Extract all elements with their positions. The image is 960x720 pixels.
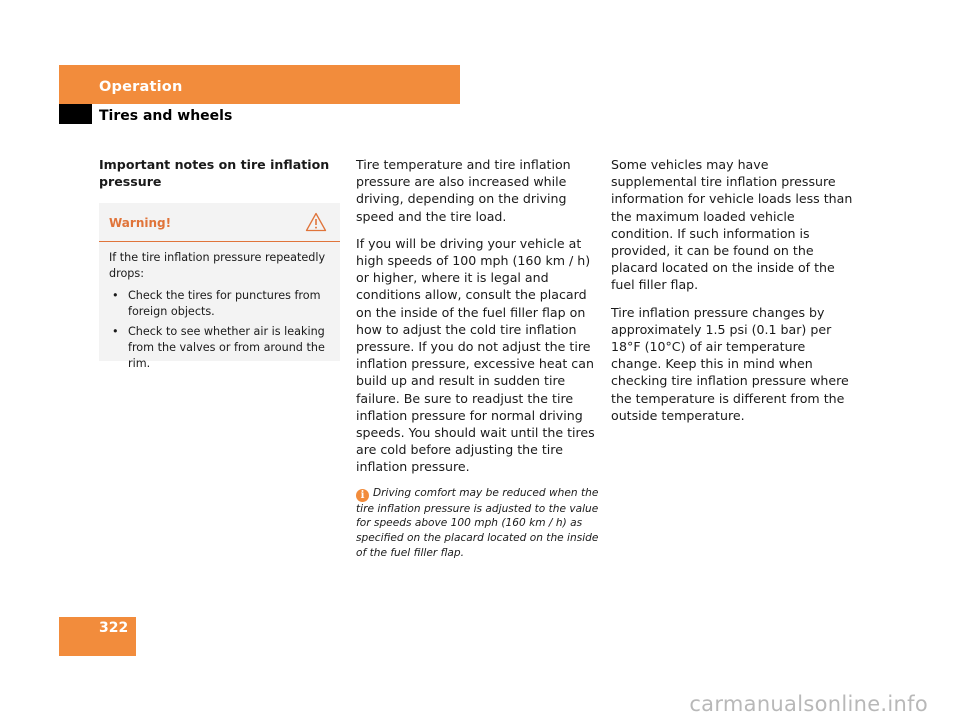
warning-bullet: • Check the tires for punctures from foreign objects. [109, 288, 330, 320]
paragraph: Tire inflation pressure changes by approximately 1.5 psi (0.1 bar) per 18°F (10°C) of air temperature change. Keep this in mind when checking tire inflation pressure where the temperature is different from the outside temperature. [611, 304, 849, 423]
warning-header [99, 203, 340, 242]
warning-body [99, 242, 340, 372]
paragraph: If you will be driving your vehicle at high speeds of 100 mph (160 km / h) or higher, where it is legal and conditions allow, consult the placard on the inside of the fuel filler flap on how to adjust the cold tire inflation pressure. If you do not adjust the tire inflation pressure, excessive heat can build up and result in sudden tire failure. Be sure to readjust the tire inflation pressure for normal driving speeds. You should wait until the tires are cold before adjusting the tire inflation pressure. [356, 235, 595, 475]
warning-list [109, 288, 330, 372]
section-marker [59, 104, 92, 124]
warning-intro: If the tire inflation pressure repeatedly drops: [109, 251, 326, 280]
page-number: 322 [99, 620, 129, 636]
section-title: Operation [99, 79, 183, 95]
warning-title: Warning! [109, 216, 172, 230]
subsection-title: Tires and wheels [99, 108, 233, 124]
paragraph: Tire temperature and tire inflation pressure are also increased while driving, depending on the driving speed and the tire load. [356, 157, 571, 224]
warning-bullet: • Check to see whether air is leaking from the valves or from around the rim. [109, 324, 330, 372]
column-3 [611, 156, 857, 434]
section-heading: Important notes on tire inflation pressure [99, 157, 330, 190]
info-note-text: Driving comfort may be reduced when the tire inflation pressure is adjusted to the value for speeds above 100 mph (160 km / h) as specified on the placard located on the inside of the fuel filler flap. [356, 486, 599, 560]
info-note [356, 486, 599, 561]
column-2 [356, 156, 599, 561]
warning-triangle-icon [305, 212, 327, 232]
warning-box [99, 203, 340, 370]
column-1 [99, 156, 344, 200]
paragraph: Some vehicles may have supplemental tire inflation pressure information for vehicle loads less than the maximum loaded vehicle condition. If such information is provided, it can be found on the placard located on the inside of the fuel filler flap. [611, 157, 853, 293]
info-icon: i [356, 489, 369, 502]
watermark: carmanualsonline.info [689, 692, 928, 716]
